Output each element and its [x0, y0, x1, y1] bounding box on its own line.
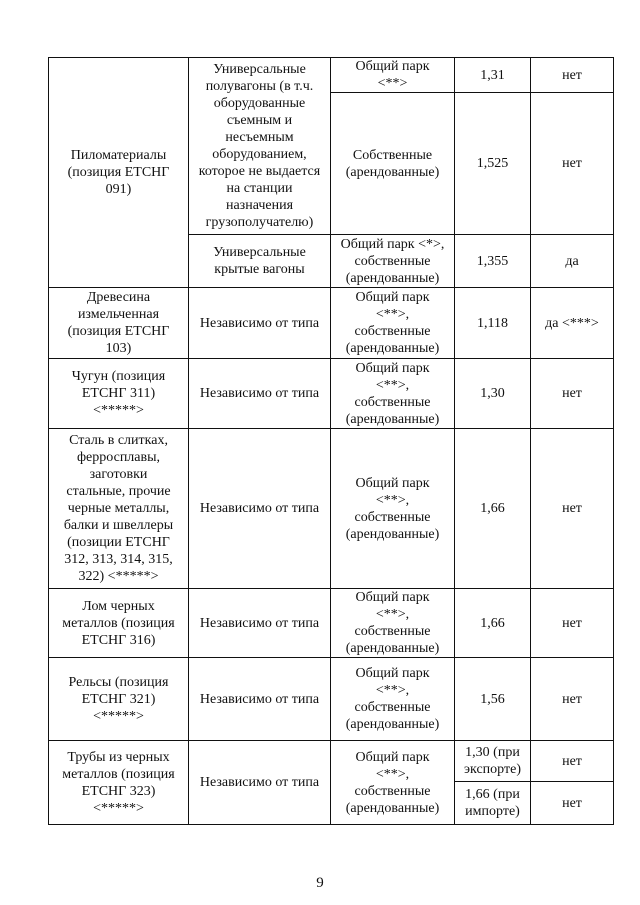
- flag-cell: нет: [531, 359, 614, 429]
- cargo-cell: Пиломатериалы (позиция ЕТСНГ 091): [49, 58, 189, 288]
- coefficient-cell: 1,66: [455, 589, 531, 658]
- wagon-type-cell: Независимо от типа: [189, 658, 331, 741]
- park-cell: Общий парк <**>, собственные (арендованные): [331, 589, 455, 658]
- coefficient-cell: 1,56: [455, 658, 531, 741]
- wagon-type-cell: Универсальные крытые вагоны: [189, 235, 331, 288]
- park-cell: Общий парк <**>, собственные (арендованные): [331, 288, 455, 359]
- wagon-type-cell: Независимо от типа: [189, 429, 331, 589]
- coefficient-cell: 1,118: [455, 288, 531, 359]
- wagon-type-cell: Универсальные полувагоны (в т.ч. оборудованные съемным и несъемным оборудованием, которое не выдается на станции назначения грузополучателю): [189, 58, 331, 235]
- flag-cell: нет: [531, 782, 614, 825]
- park-cell: Общий парк <**>, собственные (арендованные): [331, 429, 455, 589]
- table-row: [49, 589, 614, 658]
- coefficient-cell: 1,525: [455, 93, 531, 235]
- flag-cell: нет: [531, 658, 614, 741]
- flag-cell: нет: [531, 589, 614, 658]
- cargo-cell: Древесина измельченная (позиция ЕТСНГ 103): [49, 288, 189, 359]
- coefficient-cell: 1,30: [455, 359, 531, 429]
- park-cell: Общий парк <**>, собственные (арендованные): [331, 359, 455, 429]
- cargo-cell: Трубы из черных металлов (позиция ЕТСНГ 323) <*****>: [49, 741, 189, 825]
- table-row: [49, 429, 614, 589]
- flag-cell: нет: [531, 741, 614, 782]
- park-cell: Общий парк <**>, собственные (арендованные): [331, 741, 455, 825]
- page-number: 9: [316, 875, 324, 891]
- park-cell: Общий парк <**>, собственные (арендованные): [331, 658, 455, 741]
- flag-cell: нет: [531, 58, 614, 93]
- park-cell: Собственные (арендованные): [331, 93, 455, 235]
- cargo-cell: Сталь в слитках, ферросплавы, заготовки стальные, прочие черные металлы, балки и швеллеры (позиции ЕТСНГ 312, 313, 314, 315, 322) <*****>: [49, 429, 189, 589]
- coefficient-cell: 1,31: [455, 58, 531, 93]
- flag-cell: нет: [531, 429, 614, 589]
- coefficient-cell: 1,30 (при экспорте): [455, 741, 531, 782]
- coefficient-cell: 1,355: [455, 235, 531, 288]
- table-row: [49, 741, 614, 782]
- wagon-type-cell: Независимо от типа: [189, 589, 331, 658]
- cargo-cell: Лом черных металлов (позиция ЕТСНГ 316): [49, 589, 189, 658]
- wagon-type-cell: Независимо от типа: [189, 288, 331, 359]
- tariff-table: [48, 57, 614, 825]
- park-cell: Общий парк <**>: [331, 58, 455, 93]
- park-cell: Общий парк <*>, собственные (арендованные): [331, 235, 455, 288]
- cargo-cell: Чугун (позиция ЕТСНГ 311) <*****>: [49, 359, 189, 429]
- table-row: [49, 359, 614, 429]
- cargo-cell: Рельсы (позиция ЕТСНГ 321) <*****>: [49, 658, 189, 741]
- coefficient-cell: 1,66 (при импорте): [455, 782, 531, 825]
- flag-cell: да: [531, 235, 614, 288]
- table-row: [49, 658, 614, 741]
- flag-cell: нет: [531, 93, 614, 235]
- table-row: [49, 58, 614, 93]
- coefficient-cell: 1,66: [455, 429, 531, 589]
- wagon-type-cell: Независимо от типа: [189, 359, 331, 429]
- table-row: [49, 288, 614, 359]
- wagon-type-cell: Независимо от типа: [189, 741, 331, 825]
- flag-cell: да <***>: [531, 288, 614, 359]
